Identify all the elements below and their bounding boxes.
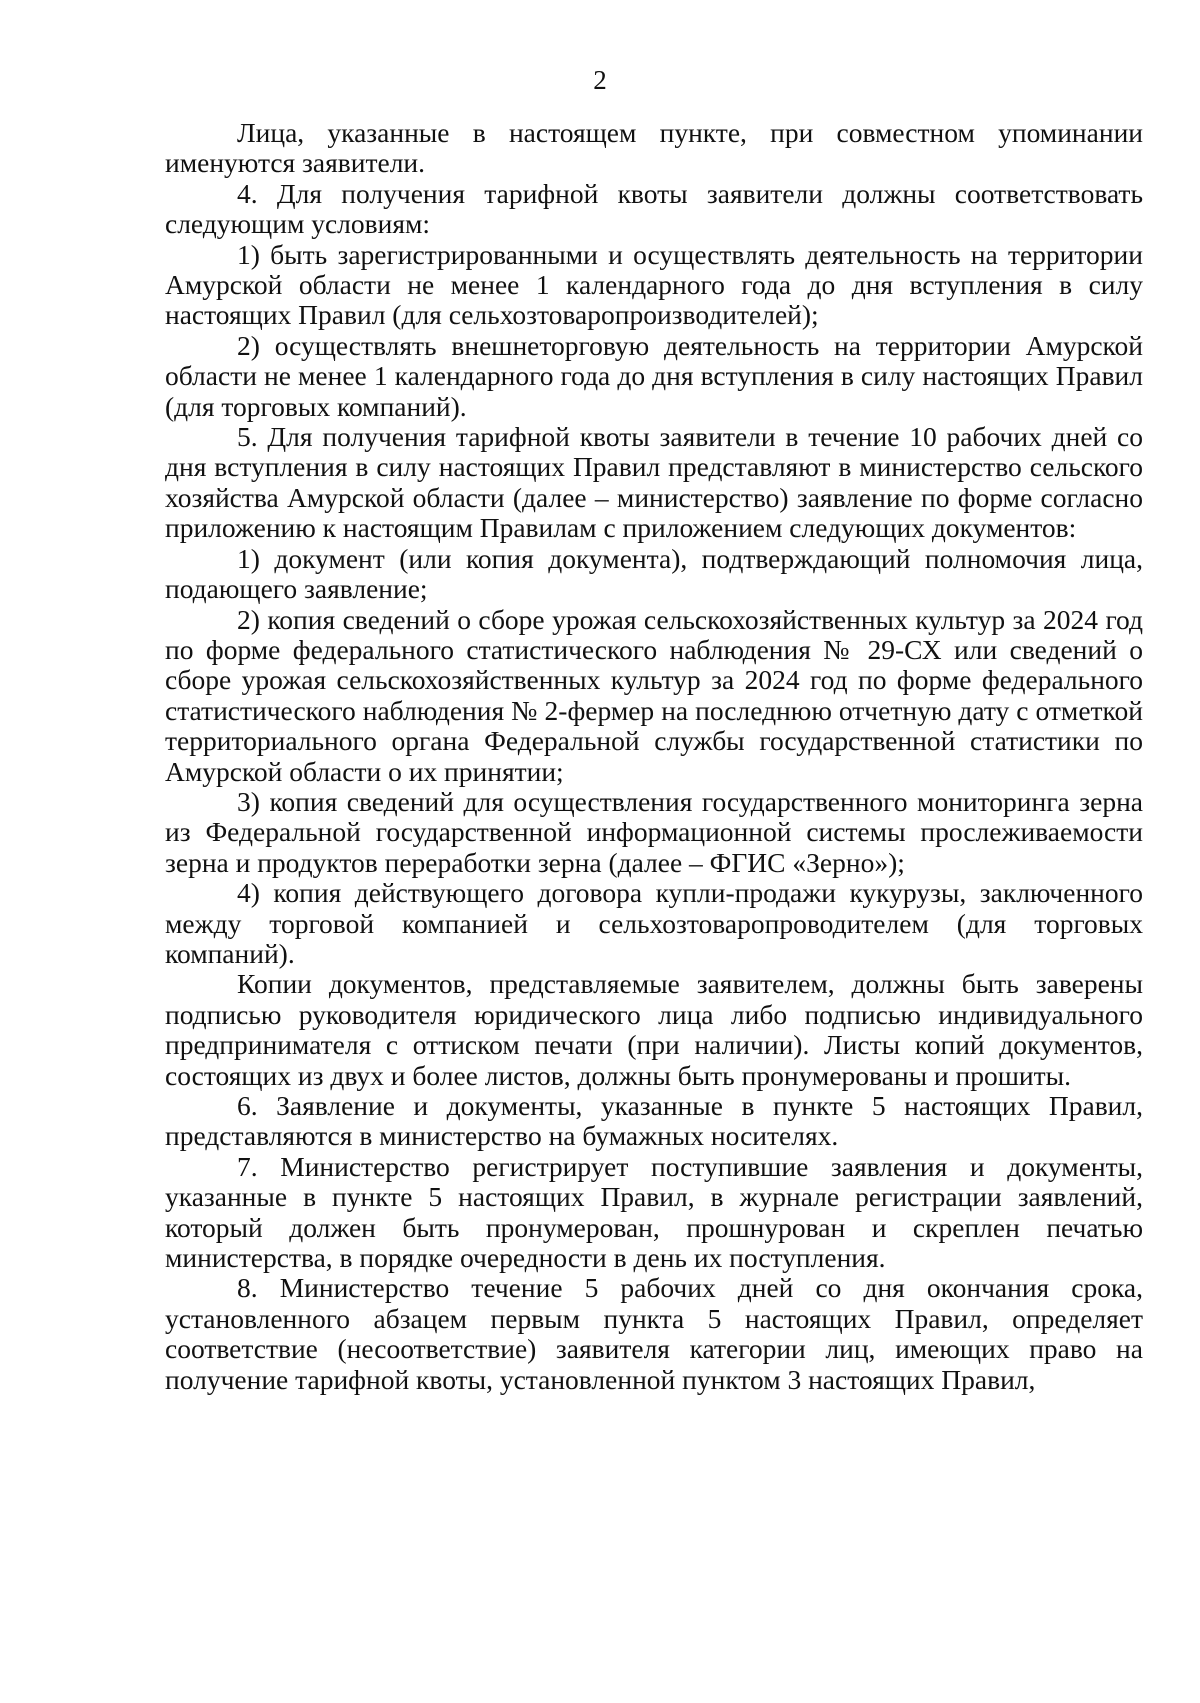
document-body (165, 118, 1143, 1395)
paragraph-clause-8: 8. Министерство течение 5 рабочих дней со дня окончания срока, установленного абзацем первым пункта 5 настоящих Правил, определяет соответствие (несоответствие) заявителя категории лиц, имеющих право на получение тарифной квоты, установленной пунктом 3 настоящих Правил, (165, 1272, 1143, 1395)
paragraph-applicants-definition: Лица, указанные в настоящем пункте, при совместном упоминании именуются заявители. (165, 117, 1143, 179)
paragraph-clause-5-item-1: 1) документ (или копия документа), подтверждающий полномочия лица, подающего заявление; (165, 542, 1143, 605)
page-number: 2 (593, 65, 607, 95)
paragraph-clause-5: 5. Для получения тарифной квоты заявители в течение 10 рабочих дней со дня вступления в силу настоящих Правил представляют в министерство сельского хозяйства Амурской области (далее – министерство) заявление по форме согласно приложению к настоящим Правилам с приложением следующих документов: (165, 421, 1143, 544)
paragraph-clause-4-item-2: 2) осуществлять внешнеторговую деятельность на территории Амурской области не менее 1 календарного года до дня вступления в силу настоящих Правил (для торговых компаний). (165, 329, 1143, 422)
paragraph-clause-5-item-2: 2) копия сведений о сборе урожая сельскохозяйственных культур за 2024 год по форме федерального статистического наблюдения № 29-СХ или сведений о сборе урожая сельскохозяйственных культур за 2024 год по форме федерального статистического наблюдения № 2-фермер на последнюю отчетную дату с отметкой территориального органа Федеральной службы государственной статистики по Амурской области о их принятии; (165, 603, 1143, 787)
paragraph-clause-4: 4. Для получения тарифной квоты заявители должны соответствовать следующим условиям: (165, 177, 1143, 240)
paragraph-clause-5-item-3: 3) копия сведений для осуществления государственного мониторинга зерна из Федеральной государственной информационной системы прослеживаемости зерна и продуктов переработки зерна (далее – ФГИС «Зерно»); (165, 785, 1143, 878)
paragraph-clause-7: 7. Министерство регистрирует поступившие заявления и документы, указанные в пункте 5 настоящих Правил, в журнале регистрации заявлений, который должен быть пронумерован, прошнурован и скреплен печатью министерства, в порядке очередности в день их поступления. (165, 1150, 1143, 1274)
paragraph-clause-5-item-4: 4) копия действующего договора купли-продажи кукурузы, заключенного между торговой компанией и сельхозтоваропроводителем (для торговых компаний). (165, 877, 1143, 969)
paragraph-copies-certification: Копии документов, представляемые заявителем, должны быть заверены подписью руководителя юридического лица либо подписью индивидуального предпринимателя с оттиском печати (при наличии). Листы копий документов, состоящих из двух и более листов, должны быть пронумерованы и прошиты. (165, 968, 1143, 1091)
paragraph-clause-6: 6. Заявление и документы, указанные в пункте 5 настоящих Правил, представляются в министерство на бумажных носителях. (165, 1090, 1143, 1152)
paragraph-clause-4-item-1: 1) быть зарегистрированными и осуществлять деятельность на территории Амурской области не менее 1 календарного года до дня вступления в силу настоящих Правил (для сельхозтоваропроизводителей); (165, 238, 1143, 331)
